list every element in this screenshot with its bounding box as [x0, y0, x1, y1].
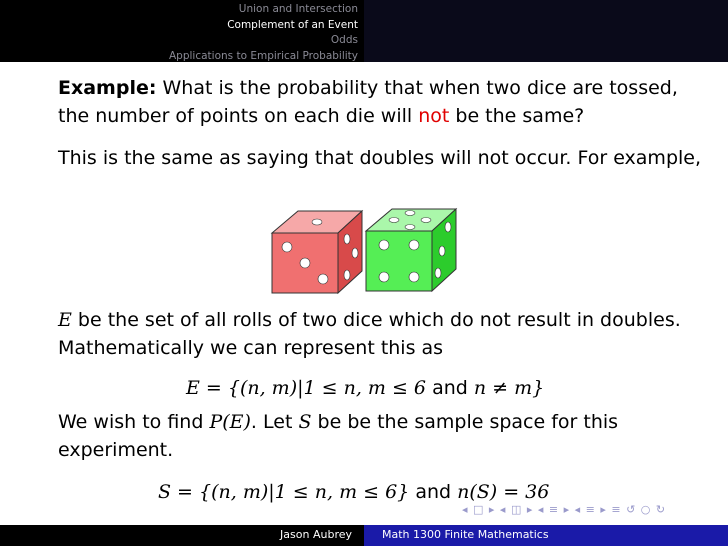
equation-sample-space — [158, 478, 549, 506]
section-link-odds[interactable]: Odds — [330, 34, 358, 46]
footer-course: Math 1300 Finite Mathematics — [382, 528, 549, 541]
event-variable: E — [58, 309, 72, 331]
green-die — [366, 209, 456, 291]
para4-pe: P(E) — [209, 411, 251, 433]
example-label: Example: — [58, 77, 157, 99]
equation-event-set — [186, 374, 544, 402]
example-paragraph — [58, 74, 708, 130]
red-die — [272, 211, 362, 293]
question-text-pre: What is the probability that when two dice are tossed, the number of points on each die will — [58, 77, 678, 127]
eq2-rhs: n(S) = 36 — [457, 481, 550, 503]
doubles-paragraph: This is the same as saying that doubles will not occur. For example, — [58, 147, 702, 169]
question-highlight: not — [418, 105, 450, 127]
footer-left-panel — [0, 525, 364, 546]
eq1-lhs: E = {(n, m)|1 ≤ n, m ≤ 6 — [186, 377, 427, 399]
eq2-lhs: S = {(n, m)|1 ≤ n, m ≤ 6} — [158, 481, 410, 503]
slide-footer — [0, 525, 728, 546]
section-nav — [169, 2, 364, 64]
event-definition-paragraph — [58, 306, 708, 362]
para4-a: We wish to find — [58, 411, 204, 433]
question-text-post: be the same? — [455, 105, 585, 127]
dice-illustration — [270, 205, 460, 297]
section-link-complement[interactable]: Complement of an Event — [227, 18, 358, 31]
slide-header — [0, 0, 728, 62]
para4-b: . Let — [250, 411, 293, 433]
beamer-navigation-icons[interactable]: ◂ □ ▸ ◂ ◫ ▸ ◂ ≡ ▸ ◂ ≡ ▸ ≡ ↺ ○ ↻ — [462, 503, 667, 516]
para4-s: S — [298, 411, 312, 433]
section-link-applications[interactable]: Applications to Empirical Probability — [169, 49, 358, 62]
header-right-panel — [364, 0, 728, 62]
footer-right-panel — [364, 525, 728, 546]
sample-space-paragraph — [58, 408, 708, 464]
event-definition-text: be the set of all rolls of two dice which do not result in doubles. Mathematically we can represent this as — [58, 309, 681, 359]
eq2-and: and — [415, 481, 452, 503]
eq1-and: and — [432, 377, 468, 399]
section-link-union[interactable]: Union and Intersection — [238, 3, 358, 15]
para4-c: be be the sample space for this experiment. — [58, 411, 619, 461]
footer-author: Jason Aubrey — [280, 528, 352, 541]
eq1-rhs: n ≠ m} — [473, 377, 545, 399]
